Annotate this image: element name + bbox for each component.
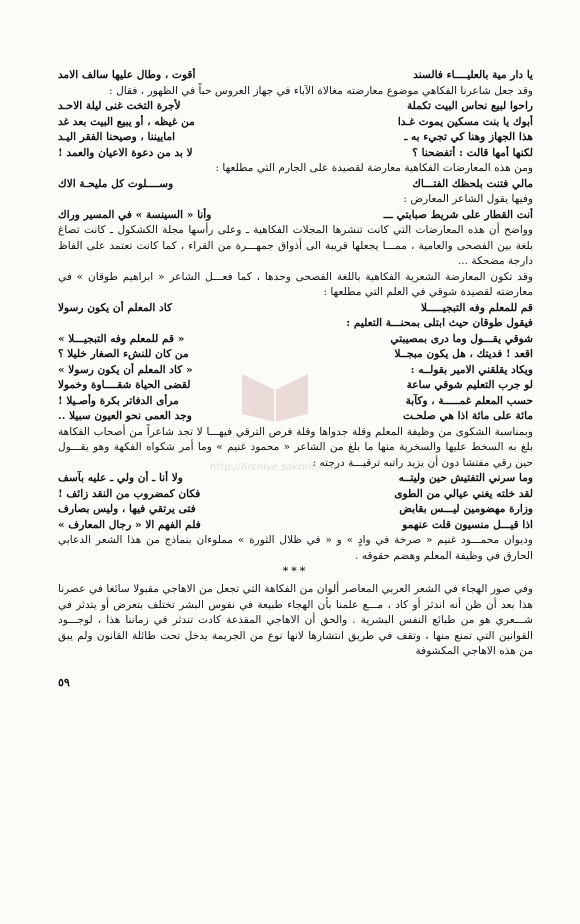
verse-line bbox=[58, 487, 533, 503]
intro-line: فيقول طوقان حيث ابتلى بمحنـــة التعليم : bbox=[346, 317, 533, 329]
prose-paragraph: ومن هذه المعارضات الفكاهية معارضة لقصيدة على الجارم التي مطلعها : bbox=[215, 162, 533, 174]
prose-paragraph: وقد جعل شاعرنا الفكاهي موضوع معارضته مغالاة الآباء في جهاز العروس حباً في الظهور ، فقال : bbox=[109, 84, 533, 97]
hemistich-second: أقوت ، وطال عليها سالف الامد bbox=[58, 69, 196, 81]
verse-line bbox=[58, 471, 533, 487]
hemistich-first: أنت القطار على شريط صبابتي ـــ bbox=[383, 208, 533, 221]
hemistich-first: أبوك يا بنت مسكين يموت غـدا bbox=[397, 115, 533, 128]
verse-line bbox=[58, 347, 533, 363]
verse-line bbox=[58, 378, 533, 394]
hemistich-second: اماييننا ، وصيحنا الفقر اليـد bbox=[58, 131, 176, 143]
verse-line bbox=[58, 502, 533, 518]
hemistich-first: وما سرني التفتيش حين وليتــه bbox=[398, 472, 533, 484]
verse-line bbox=[58, 394, 533, 410]
hemistich-first: وزارة مهضومين ليـــس بقابض bbox=[399, 503, 533, 515]
prose-paragraph: وفي صور الهجاء في الشعر العربي المعاصر ألوان من الفكاهة التي تجعل من الاهاجي مقبولا سائغا في عصرنا هذا بعد أن ظن أنه اندثر أو كاد ، مـــع علمنا بأن الهجاء طبيعة في نفوس البشر تختلف بتعرض أو يتدثر في شـــعري هو من طبائع النفس البشرية . والحق أن الاهاجي المقذعة كادت تندثر في زماننا هذا ، لوجـــود القوانين التي تمنع منها ، وتقف في طريق انتشارها لانها نوع من الجريمة يدخل تحت طائلة القانون ولم يبق من هذه الاهاجي المكشوفة bbox=[58, 583, 533, 657]
section-divider: *** bbox=[282, 565, 309, 577]
verse-line bbox=[58, 518, 533, 534]
hemistich-second: « كاد المعلم أن يكون رسولا » bbox=[58, 363, 193, 376]
hemistich-first: راحوا لبيع نحاس البيت تكملة bbox=[406, 100, 533, 112]
verse-line bbox=[58, 99, 533, 115]
hemistich-second: فلم الفهم الا « رجال المعارف » bbox=[58, 518, 201, 531]
verse-line bbox=[58, 208, 533, 224]
hemistich-first: حسب المعلم غمـــــة ، وكآبة bbox=[405, 394, 533, 407]
hemistich-second: « قم للمعلم وفه التبجيـــلا » bbox=[58, 332, 185, 345]
hemistich-second: لقضى الحياة شقــــاوة وخمولا bbox=[58, 379, 191, 391]
hemistich-second: من غيظه ، أو يبيع البيت بعد غد bbox=[58, 115, 195, 128]
page-number: ٥٩ bbox=[58, 675, 70, 689]
hemistich-first: لقد خلته يغني عيالي من الطوى bbox=[394, 487, 533, 500]
hemistich-second: من كان للنشء الصغار خليلا ؟ bbox=[58, 348, 189, 360]
hemistich-second: مرأى الدفاتر بكرة وأصـيلا ! bbox=[58, 394, 179, 407]
hemistich-second: وســــلوت كل مليحـة الاك bbox=[58, 177, 174, 190]
hemistich-first: اقعد ! فديتك ، هل يكون مبجــلا bbox=[394, 348, 533, 360]
verse-line bbox=[58, 146, 533, 162]
prose-paragraph: وبمناسبة الشكوى من وظيفة المعلم وقلة جدواها وقلة فرص الترقي فيهـــا لا تجد شاعراً من أصحاب الفكاهة بلغ به السخط عليها والسخرية منها ما بلغ من الشاعر « محمود غنيم » وما أمر شكواه الفكهة وهو يقـــول حين رقي مفتشا دون أن يزيد راتبه ترقيـــة درجته : bbox=[58, 425, 533, 469]
verse-line bbox=[58, 115, 533, 131]
prose-paragraph: وقد تكون المعارضة الشعرية الفكاهية باللغة الفصحى وحدها ، كما فعـــل الشاعر « ابراهيم طوقان » في معارضته لقصيدة شوقي في العلم التي مطلعها : bbox=[58, 270, 533, 298]
prose-paragraph: وفيها يقول الشاعر المعارض : bbox=[403, 193, 533, 205]
body-text bbox=[58, 68, 533, 660]
verse-line bbox=[58, 301, 533, 317]
verse-line bbox=[58, 409, 533, 425]
hemistich-first: اذا قيـــل منسيون قلت عنهمو bbox=[402, 518, 533, 531]
verse-line bbox=[58, 130, 533, 146]
hemistich-first: لو جرب التعليم شوقي ساعة bbox=[406, 379, 533, 391]
hemistich-first: مائة على مائة اذا هي صلحـت bbox=[402, 410, 533, 422]
hemistich-second: كاد المعلم أن يكون رسولا bbox=[58, 301, 172, 314]
verse-line bbox=[58, 68, 533, 84]
hemistich-second: لأجرة التخت غنى ليلة الاحـد bbox=[58, 100, 181, 112]
verse-line bbox=[58, 177, 533, 193]
hemistich-second: فكان كمضروب من النقد زائف ! bbox=[58, 487, 201, 500]
hemistich-second: ولا أنا ـ أن ولي ـ عليه بآسف bbox=[58, 472, 183, 484]
hemistich-first: مالي فتنت بلحظك الفتـــاك bbox=[412, 177, 533, 190]
verse-line bbox=[58, 363, 533, 379]
hemistich-first: قم للمعلم وفه التبجيـــــلا bbox=[420, 301, 533, 314]
hemistich-first: ويكاد يقلقني الامير بقولــه : bbox=[410, 363, 533, 376]
hemistich-first: هذا الجهاز وهنا كي تجيء به ـ bbox=[404, 131, 533, 143]
hemistich-second: فتى يرتقي فيها ، وليس بصارف bbox=[58, 503, 196, 515]
hemistich-second: لا بد من دعوة الاعيان والعمد ! bbox=[58, 146, 193, 159]
hemistich-first: يا دار مية بالعليــــاء فالسند bbox=[413, 69, 533, 81]
hemistich-first: شوقي يقـــول وما درى بمصيبتي bbox=[390, 332, 533, 345]
verse-line bbox=[58, 332, 533, 348]
hemistich-second: وجد العمى نحو العيون سبيلا .. bbox=[58, 410, 192, 422]
hemistich-first: لكنها أمها قالت : أتفضحنا ؟ bbox=[412, 146, 533, 159]
hemistich-second: وأنا « السينسة » في المسير وراك bbox=[58, 208, 212, 221]
prose-paragraph: وواضح أن هذه المعارضات التي كانت تنشرها المجلات الفكاهية ـ وعلى رأسها مجلة الكشكول ـ كانت تصاغ بلغة بين الفصحى والعامية ، ممـــا يجعلها قريبة الى أذواق جمهـــرة من القراء ، كما كانت تعتمد على الفاظ دارجة مضحكة ... bbox=[58, 224, 533, 267]
watermark-url: http://Archive.sakhrit.com bbox=[209, 462, 341, 473]
prose-paragraph: وديوان محمـــود غنيم « صرخة في وادٍ » و « في ظلال الثورة » مملوءان بنماذج من هذا الشعر الدعابي الحارق في وظيفة المعلم وهضم حقوقه . bbox=[58, 534, 533, 562]
